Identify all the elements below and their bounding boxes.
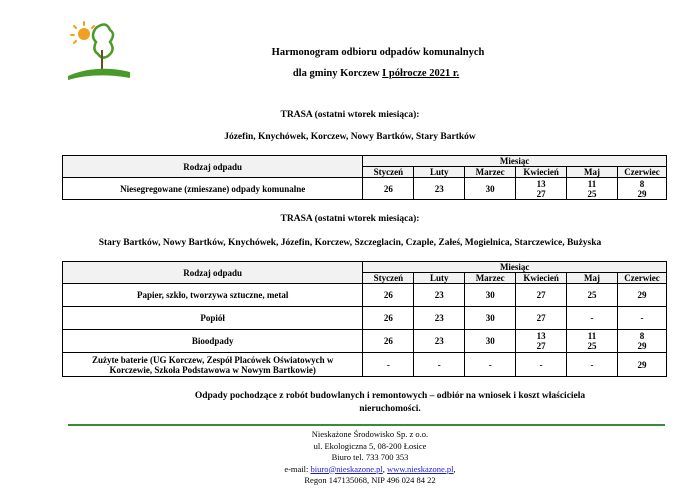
- route-a-table: [62, 155, 667, 200]
- email-link[interactable]: biuro@nieskazone.pl: [310, 463, 383, 474]
- month-header: Czerwiec: [618, 167, 667, 178]
- month-header: Czerwiec: [618, 273, 667, 284]
- date-cell: 30: [465, 307, 516, 330]
- table-row: [63, 307, 667, 330]
- col-header-type: Rodzaj odpadu: [63, 156, 363, 178]
- date-cell: 8 29: [618, 330, 667, 353]
- route-b-villages: Stary Bartków, Nowy Bartków, Knychówek, Józefin, Korczew, Szczeglacin, Czaple, Załeś, Mogielnica, Starczewice, Bużyska: [98, 238, 602, 248]
- website-link[interactable]: www.nieskazone.pl: [387, 463, 454, 474]
- company-registry: Regon 147135068, NIP 496 024 84 22: [304, 475, 436, 485]
- date-cell: 26: [363, 284, 414, 307]
- date-cell: -: [465, 353, 516, 377]
- date-cell: 27: [516, 284, 567, 307]
- date-cell: 23: [414, 284, 465, 307]
- date-cell: 29: [618, 353, 667, 377]
- month-header: Luty: [414, 167, 465, 178]
- month-header: Marzec: [465, 273, 516, 284]
- month-header: Kwiecień: [516, 273, 567, 284]
- company-phone: Biuro tel. 733 700 353: [331, 452, 409, 462]
- month-header: Luty: [414, 273, 465, 284]
- waste-type: Niesegregowane (zmieszane) odpady komunalne: [63, 178, 363, 200]
- date-cell: 11 25: [567, 330, 618, 353]
- page-title: Harmonogram odbioru odpadów komunalnych: [271, 47, 485, 58]
- col-header-month: Miesiąc: [363, 156, 667, 167]
- date-cell: -: [363, 353, 414, 377]
- waste-type: Zużyte baterie (UG Korczew, Zespół Placówek Oświatowych w Korczewie, Szkoła Podstawowa w Nowym Bartkowie): [63, 353, 363, 377]
- month-header: Marzec: [465, 167, 516, 178]
- footer: [0, 429, 700, 487]
- date-cell: 30: [465, 178, 516, 200]
- date-cell: 11 25: [567, 178, 618, 200]
- route-b-label: TRASA (ostatni wtorek miesiąca):: [280, 214, 420, 224]
- date-cell: 26: [363, 178, 414, 200]
- month-header: Maj: [567, 167, 618, 178]
- period-underlined: I półrocze 2021 r.: [382, 68, 460, 79]
- date-cell: 23: [414, 330, 465, 353]
- route-a-villages: Józefin, Knychówek, Korczew, Nowy Bartków, Stary Bartków: [224, 132, 476, 142]
- date-cell: -: [567, 353, 618, 377]
- table-row: [63, 284, 667, 307]
- company-name: Nieskażone Środowisko Sp. z o.o.: [311, 429, 429, 439]
- date-cell: 26: [363, 330, 414, 353]
- date-cell: 23: [414, 307, 465, 330]
- route-b-table: [62, 261, 667, 377]
- contact-line: e-mail: biuro@nieskazone.pl, www.nieskazone.pl,: [284, 463, 456, 474]
- date-cell: 25: [567, 284, 618, 307]
- route-a-label: TRASA (ostatni wtorek miesiąca):: [280, 110, 420, 120]
- col-header-type: Rodzaj odpadu: [63, 262, 363, 284]
- page-subtitle: dla gminy Korczew I półrocze 2021 r.: [292, 68, 460, 79]
- table-row: [63, 353, 667, 377]
- date-cell: 30: [465, 284, 516, 307]
- date-cell: -: [567, 307, 618, 330]
- col-header-month: Miesiąc: [363, 262, 667, 273]
- table-row: [63, 178, 667, 200]
- date-cell: 8 29: [618, 178, 667, 200]
- waste-type: Papier, szkło, tworzywa sztuczne, metal: [63, 284, 363, 307]
- date-cell: 23: [414, 178, 465, 200]
- waste-type: Popiół: [63, 307, 363, 330]
- date-cell: 26: [363, 307, 414, 330]
- date-cell: -: [414, 353, 465, 377]
- month-header: Maj: [567, 273, 618, 284]
- date-cell: 13 27: [516, 330, 567, 353]
- table-row: [63, 330, 667, 353]
- date-cell: 27: [516, 307, 567, 330]
- construction-waste-note: Odpady pochodzące z robót budowlanych i remontowych – odbiór na wniosek i koszt właściciela nieruchomości.: [194, 391, 586, 414]
- date-cell: -: [618, 307, 667, 330]
- footer-divider: [68, 424, 665, 426]
- date-cell: 30: [465, 330, 516, 353]
- date-cell: 29: [618, 284, 667, 307]
- month-header: Kwiecień: [516, 167, 567, 178]
- month-header: Styczeń: [363, 273, 414, 284]
- company-address: ul. Ekologiczna 5, 08-200 Łosice: [313, 440, 427, 451]
- date-cell: -: [516, 353, 567, 377]
- date-cell: 13 27: [516, 178, 567, 200]
- waste-type: Bioodpady: [63, 330, 363, 353]
- month-header: Styczeń: [363, 167, 414, 178]
